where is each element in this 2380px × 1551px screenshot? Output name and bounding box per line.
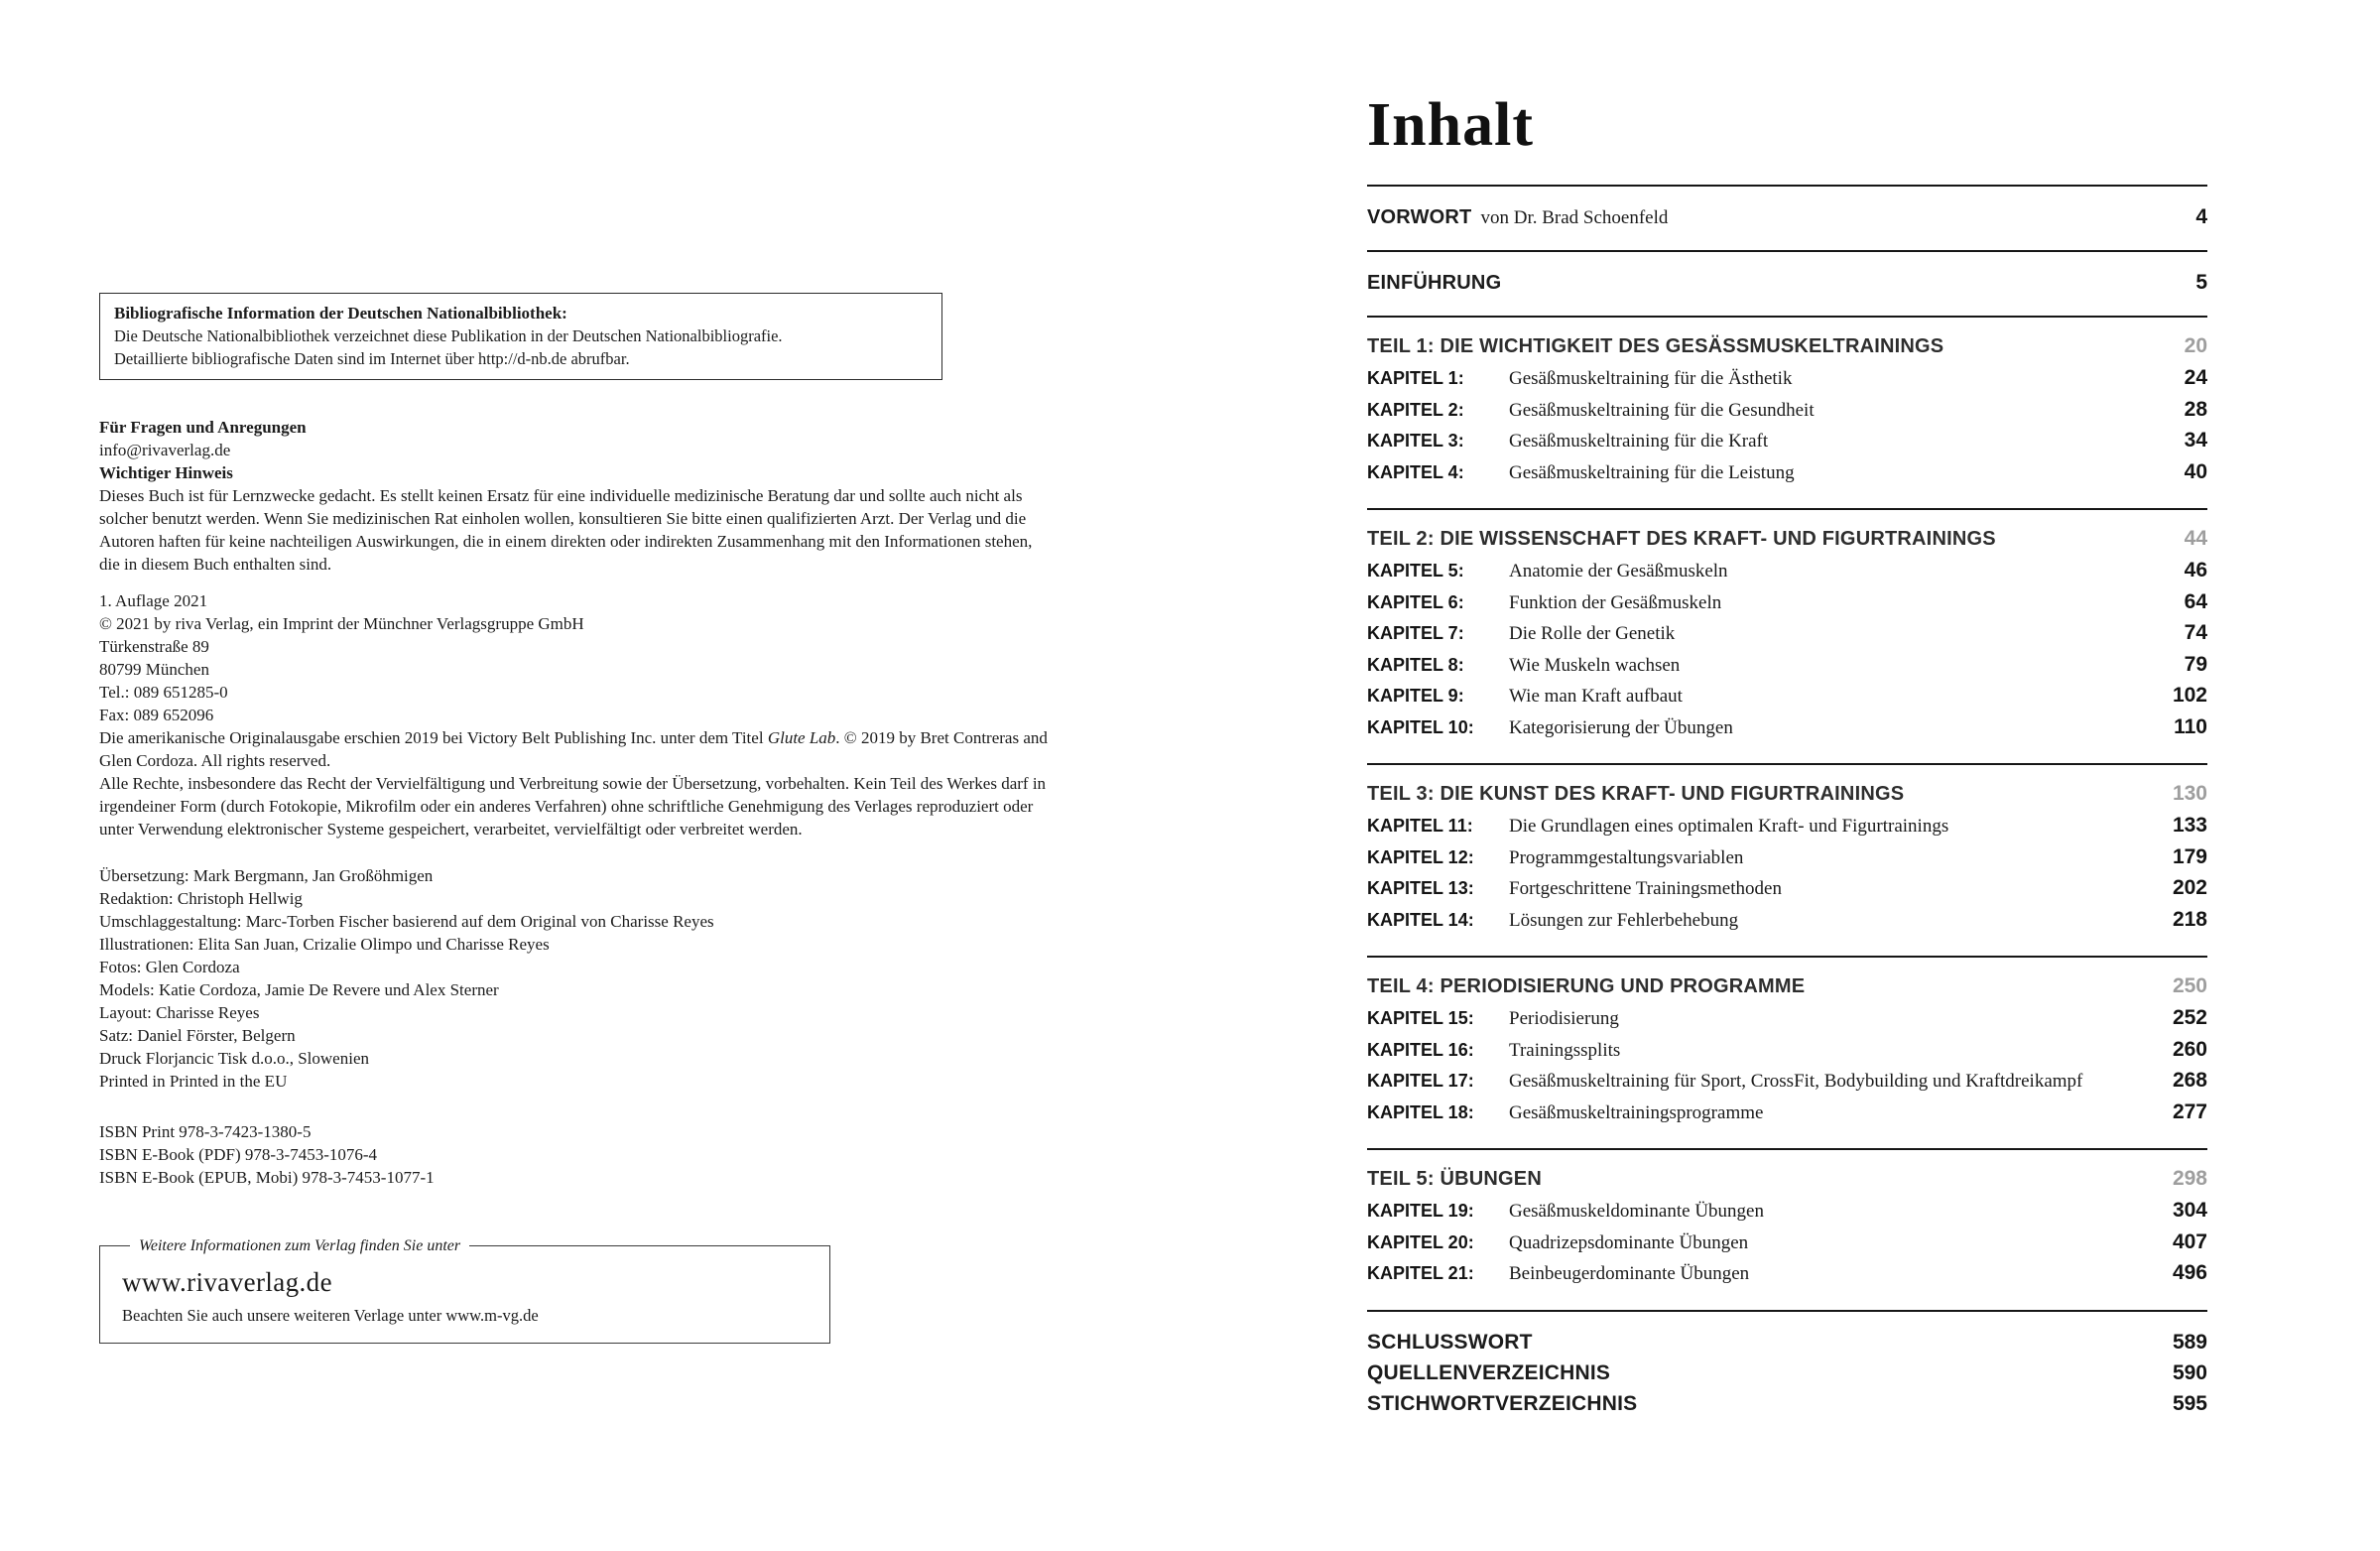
credits-line: Redaktion: Christoph Hellwig	[99, 889, 303, 908]
toc-chapter-page: 110	[2174, 714, 2207, 738]
toc-chapter-page: 64	[2184, 589, 2207, 613]
credits-line: Printed in Printed in the EU	[99, 1072, 288, 1091]
toc-chapter-title: Trainingssplits	[1509, 1039, 1621, 1061]
toc-chapter-row	[1367, 457, 2207, 489]
toc-chapter-row	[1367, 712, 2207, 744]
publisher-note: Beachten Sie auch unsere weiteren Verlage unter www.m-vg.de	[122, 1306, 539, 1325]
toc-chapter-title: Gesäßmuskeltraining für Sport, CrossFit, Bodybuilding und Kraftdreikampf	[1509, 1071, 2083, 1092]
toc-chapter-label: KAPITEL 9:	[1367, 686, 1464, 706]
credits-line: Fotos: Glen Cordoza	[99, 958, 240, 976]
toc-front-suffix: von Dr. Brad Schoenfeld	[1480, 207, 1669, 228]
toc-chapter-title: Beinbeugerdominante Übungen	[1509, 1263, 1750, 1284]
toc-part-label: TEIL 3: DIE KUNST DES KRAFT- UND FIGURTRAININGS	[1367, 783, 1905, 805]
toc-chapter-page: 40	[2184, 459, 2207, 483]
toc-chapter-label: KAPITEL 17:	[1367, 1071, 1474, 1091]
edition-line: Fax: 089 652096	[99, 706, 214, 724]
toc-chapter-row	[1367, 618, 2207, 650]
toc-part-heading	[1367, 969, 2207, 1003]
toc-chapter-page: 74	[2184, 621, 2207, 644]
toc-chapter-label: KAPITEL 19:	[1367, 1201, 1474, 1221]
toc-chapter-page: 24	[2184, 366, 2207, 389]
credits-line: Satz: Daniel Förster, Belgern	[99, 1026, 296, 1045]
toc-chapter-title: Wie man Kraft aufbaut	[1509, 686, 1683, 707]
credits-line: Druck Florjancic Tisk d.o.o., Slowenien	[99, 1049, 369, 1068]
original-note-post: . © 2019 by Bret Contreras and Glen Cordoza. All rights reserved.	[99, 728, 1048, 770]
edition-line: 80799 München	[99, 660, 209, 679]
toc-chapter-label: KAPITEL 3:	[1367, 431, 1464, 451]
toc-chapter-label: KAPITEL 10:	[1367, 716, 1474, 737]
toc-back-label: SCHLUSSWORT	[1367, 1330, 1533, 1354]
toc-chapter-title: Die Grundlagen eines optimalen Kraft- und Figurtrainings	[1509, 816, 1949, 837]
toc-chapter-title: Gesäßmuskeltraining für die Leistung	[1509, 461, 1795, 483]
toc-front-label: VORWORT	[1367, 206, 1472, 228]
toc-chapter-label: KAPITEL 11:	[1367, 816, 1473, 836]
toc-chapter-page: 202	[2172, 876, 2207, 899]
credits-line: Models: Katie Cordoza, Jamie De Revere und Alex Sterner	[99, 980, 499, 999]
credits-block	[99, 864, 1052, 1093]
toc-chapter-row	[1367, 1228, 2207, 1259]
credits-line: Layout: Charisse Reyes	[99, 1003, 260, 1022]
toc-back-row	[1367, 1388, 2207, 1419]
toc-part-page: 20	[2184, 334, 2207, 357]
notice-heading: Wichtiger Hinweis	[99, 463, 233, 482]
toc-back-label: STICHWORTVERZEICHNIS	[1367, 1391, 1638, 1415]
toc-chapter-page: 268	[2172, 1069, 2207, 1092]
toc-back-row	[1367, 1357, 2207, 1388]
toc-chapter-label: KAPITEL 14:	[1367, 909, 1474, 930]
edition-line: Tel.: 089 651285-0	[99, 683, 228, 702]
isbn-line: ISBN E-Book (PDF) 978-3-7453-1076-4	[99, 1145, 378, 1164]
toc-chapter-row	[1367, 1035, 2207, 1067]
toc-chapter-page: 34	[2184, 429, 2207, 452]
toc-front-label: EINFÜHRUNG	[1367, 272, 1502, 294]
toc-chapter-title: Periodisierung	[1509, 1008, 1619, 1029]
toc-chapter-row	[1367, 1066, 2207, 1098]
contents-page	[1367, 87, 2207, 1419]
toc-chapter-row	[1367, 905, 2207, 937]
toc-part-page: 44	[2184, 527, 2207, 550]
credits-line: Illustrationen: Elita San Juan, Crizalie Olimpo und Charisse Reyes	[99, 935, 550, 954]
credits-line: Umschlaggestaltung: Marc-Torben Fischer basierend auf dem Original von Charisse Reyes	[99, 912, 714, 931]
toc-chapter-label: KAPITEL 2:	[1367, 399, 1464, 420]
toc-part-section	[1367, 1148, 2207, 1310]
toc-chapter-row	[1367, 1098, 2207, 1129]
info-box-line: Detaillierte bibliografische Daten sind im Internet über http://d-nb.de abrufbar.	[114, 349, 630, 368]
toc-chapter-title: Programmgestaltungsvariablen	[1509, 846, 1744, 868]
original-note-pre: Die amerikanische Originalausgabe erschien 2019 bei Victory Belt Publishing Inc. unter dem Titel	[99, 728, 768, 747]
toc-chapter-title: Funktion der Gesäßmuskeln	[1509, 591, 1722, 613]
toc-chapter-label: KAPITEL 21:	[1367, 1263, 1474, 1283]
info-box-title: Bibliografische Information der Deutschen Nationalbibliothek:	[114, 304, 567, 323]
original-title: Glute Lab	[767, 728, 836, 747]
bibliographic-info-box	[99, 293, 942, 380]
toc-part-label: TEIL 4: PERIODISIERUNG UND PROGRAMME	[1367, 975, 1806, 997]
toc-chapter-page: 102	[2172, 684, 2207, 707]
toc-back-section	[1367, 1310, 2207, 1419]
toc-chapter-page: 218	[2172, 907, 2207, 931]
toc-part-label: TEIL 5: ÜBUNGEN	[1367, 1168, 1542, 1190]
toc-chapter-page: 179	[2172, 844, 2207, 868]
toc-chapter-title: Anatomie der Gesäßmuskeln	[1509, 561, 1728, 582]
toc-chapter-row	[1367, 811, 2207, 842]
toc-chapter-label: KAPITEL 18:	[1367, 1101, 1474, 1122]
toc-chapter-title: Kategorisierung der Übungen	[1509, 716, 1733, 738]
toc-back-row	[1367, 1327, 2207, 1357]
toc-part-label: TEIL 1: DIE WICHTIGKEIT DES GESÄSSMUSKELTRAININGS	[1367, 335, 1944, 357]
toc-chapter-row	[1367, 650, 2207, 682]
toc-part-label: TEIL 2: DIE WISSENSCHAFT DES KRAFT- UND FIGURTRAININGS	[1367, 528, 1996, 550]
toc-chapter-title: Gesäßmuskeltrainingsprogramme	[1509, 1101, 1764, 1123]
toc-chapter-title: Gesäßmuskeldominante Übungen	[1509, 1201, 1764, 1222]
toc-back-label: QUELLENVERZEICHNIS	[1367, 1360, 1611, 1384]
toc-front-page: 4	[2195, 205, 2207, 228]
toc-front-section	[1367, 250, 2207, 316]
toc-chapter-title: Gesäßmuskeltraining für die Ästhetik	[1509, 368, 1793, 389]
toc-chapter-row	[1367, 681, 2207, 712]
toc-part-heading	[1367, 329, 2207, 363]
toc-chapter-page: 133	[2172, 814, 2207, 837]
toc-chapter-label: KAPITEL 16:	[1367, 1039, 1474, 1060]
toc-chapter-page: 260	[2172, 1037, 2207, 1061]
toc-part-heading	[1367, 522, 2207, 556]
notice-text: Dieses Buch ist für Lernzwecke gedacht. Es stellt keinen Ersatz für eine individuelle medizinische Beratung dar und sollte auch nicht als solcher benutzt werden. Wenn Sie medizinischen Rat einholen wollen, konsultieren Sie bitte einen qualifizierten Arzt. Der Verlag und die Autoren haften für keine nachteiligen Auswirkungen, die in einem direkten oder indirekten Zusammenhang mit den Informationen stehen, die in diesem Buch enthalten sind.	[99, 486, 1033, 574]
toc-chapter-page: 407	[2172, 1229, 2207, 1253]
toc-front-row	[1367, 271, 2207, 295]
toc-chapter-label: KAPITEL 20:	[1367, 1231, 1474, 1252]
contents-list	[1367, 185, 2207, 1419]
isbn-line: ISBN Print 978-3-7423-1380-5	[99, 1122, 312, 1141]
toc-chapter-title: Die Rolle der Genetik	[1509, 623, 1676, 644]
toc-back-page: 595	[2172, 1391, 2207, 1415]
edition-line: 1. Auflage 2021	[99, 591, 208, 610]
toc-chapter-row	[1367, 426, 2207, 457]
edition-block	[99, 589, 1052, 726]
toc-part-heading	[1367, 1162, 2207, 1196]
toc-chapter-title: Gesäßmuskeltraining für die Gesundheit	[1509, 399, 1815, 421]
toc-chapter-row	[1367, 1003, 2207, 1035]
credits-line: Übersetzung: Mark Bergmann, Jan Großöhmigen	[99, 866, 434, 885]
toc-chapter-label: KAPITEL 7:	[1367, 623, 1464, 643]
toc-front-page: 5	[2195, 271, 2207, 294]
toc-part-section	[1367, 763, 2207, 956]
toc-part-page: 130	[2172, 782, 2207, 805]
toc-part-section	[1367, 956, 2207, 1148]
toc-back-page: 590	[2172, 1360, 2207, 1384]
toc-chapter-page: 496	[2172, 1261, 2207, 1284]
toc-chapter-page: 46	[2184, 559, 2207, 582]
toc-chapter-title: Fortgeschrittene Trainingsmethoden	[1509, 878, 1782, 899]
toc-back-page: 589	[2172, 1330, 2207, 1354]
toc-chapter-title: Quadrizepsdominante Übungen	[1509, 1231, 1749, 1253]
toc-chapter-row	[1367, 556, 2207, 587]
toc-chapter-row	[1367, 873, 2207, 905]
toc-front-section	[1367, 185, 2207, 250]
contact-email: info@rivaverlag.de	[99, 441, 231, 459]
toc-chapter-row	[1367, 395, 2207, 427]
toc-chapter-label: KAPITEL 4:	[1367, 461, 1464, 482]
toc-chapter-label: KAPITEL 6:	[1367, 591, 1464, 612]
toc-chapter-page: 304	[2172, 1199, 2207, 1222]
toc-chapter-page: 252	[2172, 1006, 2207, 1029]
edition-line: © 2021 by riva Verlag, ein Imprint der Münchner Verlagsgruppe GmbH	[99, 614, 584, 633]
toc-chapter-page: 277	[2172, 1099, 2207, 1123]
toc-chapter-label: KAPITEL 15:	[1367, 1008, 1474, 1028]
toc-chapter-label: KAPITEL 12:	[1367, 846, 1474, 867]
imprint-page	[99, 293, 1052, 1344]
toc-part-section	[1367, 316, 2207, 508]
toc-part-section	[1367, 508, 2207, 763]
isbn-block	[99, 1120, 1052, 1189]
toc-chapter-row	[1367, 363, 2207, 395]
toc-chapter-title: Lösungen zur Fehlerbehebung	[1509, 909, 1739, 931]
toc-front-row	[1367, 205, 2207, 229]
edition-line: Türkenstraße 89	[99, 637, 209, 656]
toc-chapter-row	[1367, 842, 2207, 874]
contents-title: Inhalt	[1367, 91, 1534, 159]
toc-part-page: 250	[2172, 974, 2207, 997]
toc-chapter-row	[1367, 1258, 2207, 1290]
website-box-legend: Weitere Informationen zum Verlag finden Sie unter	[139, 1237, 461, 1254]
toc-chapter-page: 28	[2184, 397, 2207, 421]
publisher-website-box	[99, 1234, 830, 1344]
contact-heading: Für Fragen und Anregungen	[99, 418, 307, 437]
rights-text: Alle Rechte, insbesondere das Recht der Vervielfältigung und Verbreitung sowie der Übersetzung, vorbehalten. Kein Teil des Werkes darf in irgendeiner Form (durch Fotokopie, Mikrofilm oder ein anderes Verfahren) ohne schriftliche Genehmigung des Verlages reproduziert oder unter Verwendung elektronischer Systeme gespeichert, verarbeitet, vervielfältigt oder verbreitet werden.	[99, 774, 1047, 839]
toc-chapter-label: KAPITEL 8:	[1367, 654, 1464, 675]
toc-chapter-label: KAPITEL 5:	[1367, 561, 1464, 581]
toc-part-page: 298	[2172, 1167, 2207, 1190]
toc-chapter-row	[1367, 587, 2207, 619]
toc-chapter-row	[1367, 1196, 2207, 1228]
info-box-line: Die Deutsche Nationalbibliothek verzeichnet diese Publikation in der Deutschen Nationalbibliografie.	[114, 326, 783, 345]
publisher-url: www.rivaverlag.de	[122, 1267, 332, 1297]
original-edition-note	[99, 726, 1052, 772]
toc-chapter-page: 79	[2184, 652, 2207, 676]
toc-chapter-title: Gesäßmuskeltraining für die Kraft	[1509, 431, 1769, 452]
toc-chapter-label: KAPITEL 13:	[1367, 878, 1474, 898]
toc-chapter-label: KAPITEL 1:	[1367, 368, 1464, 388]
isbn-line: ISBN E-Book (EPUB, Mobi) 978-3-7453-1077-1	[99, 1168, 435, 1187]
toc-part-heading	[1367, 777, 2207, 811]
toc-chapter-title: Wie Muskeln wachsen	[1509, 654, 1681, 676]
